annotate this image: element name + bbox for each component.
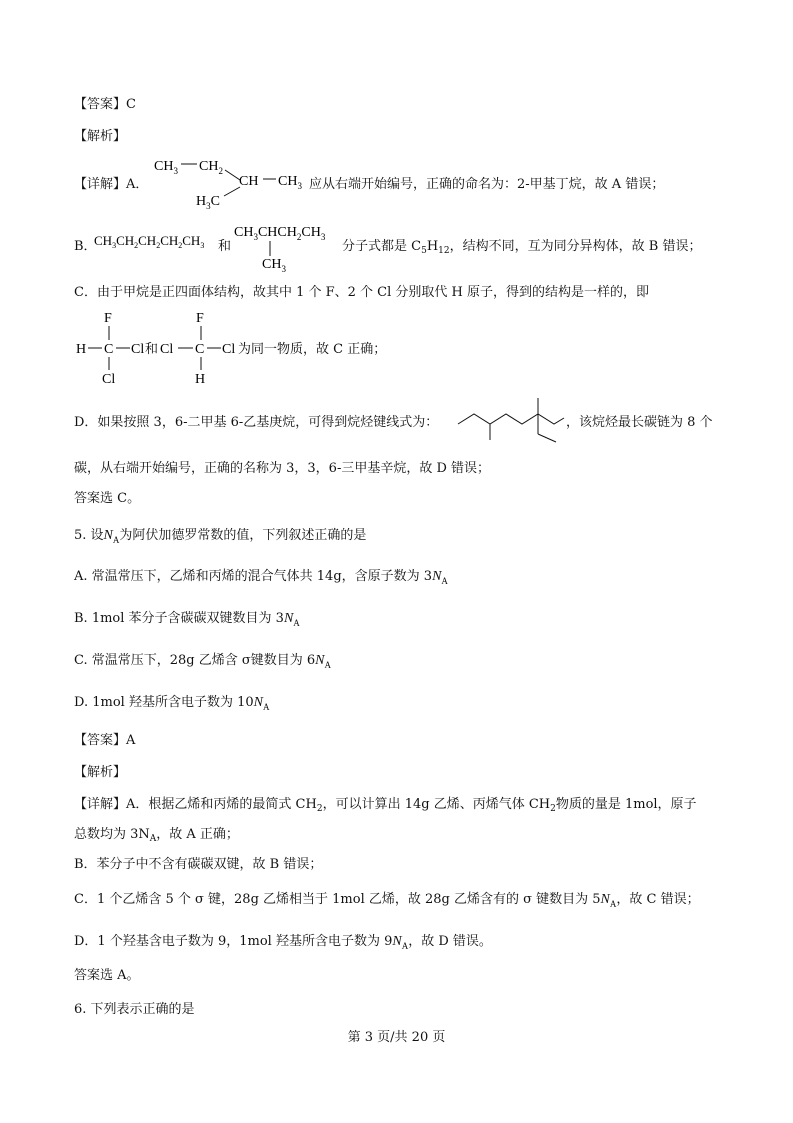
q5-expl-a-line2: 总数均为 $3N_A$，故 A 正确； (74, 827, 239, 844)
ch3-top: $CH_3$ (154, 159, 178, 176)
svg-text:H: H (195, 372, 206, 386)
q6-stem: 6. 下列表示正确的是 (74, 1002, 195, 1017)
svg-text:H: H (76, 342, 87, 357)
q4-d-line2: 碳，从右端开始编号，正确的名称为 3，3，6-三甲基辛烷，故 D 错误； (74, 461, 491, 476)
q5-option-a: A. 常温常压下，乙烯和丙烯的混合气体共 14g，含原子数为 $3N_A$ (74, 569, 448, 586)
svg-text:Cl: Cl (222, 342, 236, 357)
q4-b-prefix: B． (74, 239, 97, 254)
q4-d-text2: ，该烷烃最长碳链为 8 个 (566, 415, 713, 430)
svg-text:C: C (195, 342, 205, 357)
q5-expl-c: C．1 个乙烯含 5 个 σ 键，28g 乙烯相当于 1mol 乙烯，故 28g 乙烯含有的 σ 键数目为 $5N_A$，故 C 错误； (74, 892, 700, 909)
q4-d-text1: D．如果按照 3，6-二甲基 6-乙基庚烷，可得到烷烃键线式为： (74, 415, 439, 430)
bond-ch-h3c (224, 187, 240, 196)
detail-tag: 【详解】 (74, 177, 127, 192)
svg-text:CH3CHCH2CH3: $CH_3CHCH_2CH_3$ (234, 225, 326, 242)
q5-analysis-tag: 【解析】 (74, 765, 127, 780)
svg-text:CH3CH2CH2CH2CH3: $CH_3CH_2CH_2CH_2CH_3$ (94, 233, 205, 250)
svg-text:Cl: Cl (102, 372, 116, 386)
svg-text:CH3: $CH_3$ (262, 257, 286, 274)
svg-text:Cl: Cl (160, 342, 174, 357)
q4-b-text: 分子式都是 $C_5H_{12}$，结构不同，互为同分异构体，故 B 错误； (342, 239, 702, 256)
answer-tag: 【答案】 (74, 97, 127, 112)
q5-option-c: C. 常温常压下，28g 乙烯含 σ键数目为 $6N_A$ (74, 653, 331, 670)
q5-option-b: B. 1mol 苯分子含碳碳双键数目为 $3N_A$ (74, 611, 300, 628)
q5-stem: 5. 设$N_A$为阿伏加德罗常数的值，下列叙述正确的是 (74, 528, 367, 545)
ch: CH (239, 174, 259, 189)
q5-expl-d: D．1 个羟基含电子数为 9，1mol 羟基所含电子数为 $9N_A$，故 D 错误。 (74, 934, 492, 951)
analysis-tag: 【解析】 (74, 129, 127, 144)
q4-b-and: 和 (218, 239, 232, 254)
skeletal-formula-trimethyloctane (456, 396, 566, 450)
q5-expl-b: B．苯分子中不含有碳碳双键，故 B 错误； (74, 857, 323, 872)
structure-2-methylbutane (150, 150, 310, 210)
structure-chfcl2-1 (76, 306, 148, 386)
svg-text:F: F (104, 311, 112, 326)
page-footer: 第 3 页/共 20 页 (347, 1030, 446, 1045)
q5-conclusion: 答案选 A。 (74, 968, 140, 983)
structure-chfcl2-2 (160, 306, 240, 386)
svg-text:C: C (104, 342, 114, 357)
q4-c-and: 和 (145, 342, 159, 357)
structure-2-methylbutane-condensed (232, 216, 350, 274)
q4-c-text: 为同一物质，故 C 正确； (238, 342, 387, 357)
q4-c-line1: C．由于甲烷是正四面体结构，故其中 1 个 F、2 个 Cl 分别取代 H 原子，得到的结构是一样的，即 (74, 285, 650, 300)
svg-text:F: F (196, 311, 204, 326)
answer-value: C (126, 97, 136, 112)
q5-option-d: D. 1mol 羟基所含电子数为 $10N_A$ (74, 695, 270, 712)
bond-ch2-ch (225, 170, 240, 180)
h3c: $H_3C$ (196, 194, 220, 210)
q4-analysis-tag (74, 128, 126, 146)
q4-detail-a-prefix (74, 176, 148, 194)
option-a-label: A． (126, 177, 149, 192)
q4-a-text: 应从右端开始编号，正确的命名为：2-甲基丁烷，故 A 错误； (309, 177, 665, 192)
q4-answer-line (74, 96, 136, 114)
q4-conclusion: 答案选 C。 (74, 491, 141, 506)
ch2: $CH_2$ (199, 159, 223, 176)
q5-expl-a-line1: 【详解】A．根据乙烯和丙烯的最简式 $CH_2$，可以计算出 14g 乙烯、丙烯气体 $CH_2$物质的量是 1mol，原子 (74, 797, 697, 814)
ch3-right: $CH_3$ (278, 174, 302, 191)
svg-text:Cl: Cl (131, 342, 145, 357)
structure-n-pentane (94, 229, 218, 253)
q5-answer-line: 【答案】A (74, 733, 136, 748)
